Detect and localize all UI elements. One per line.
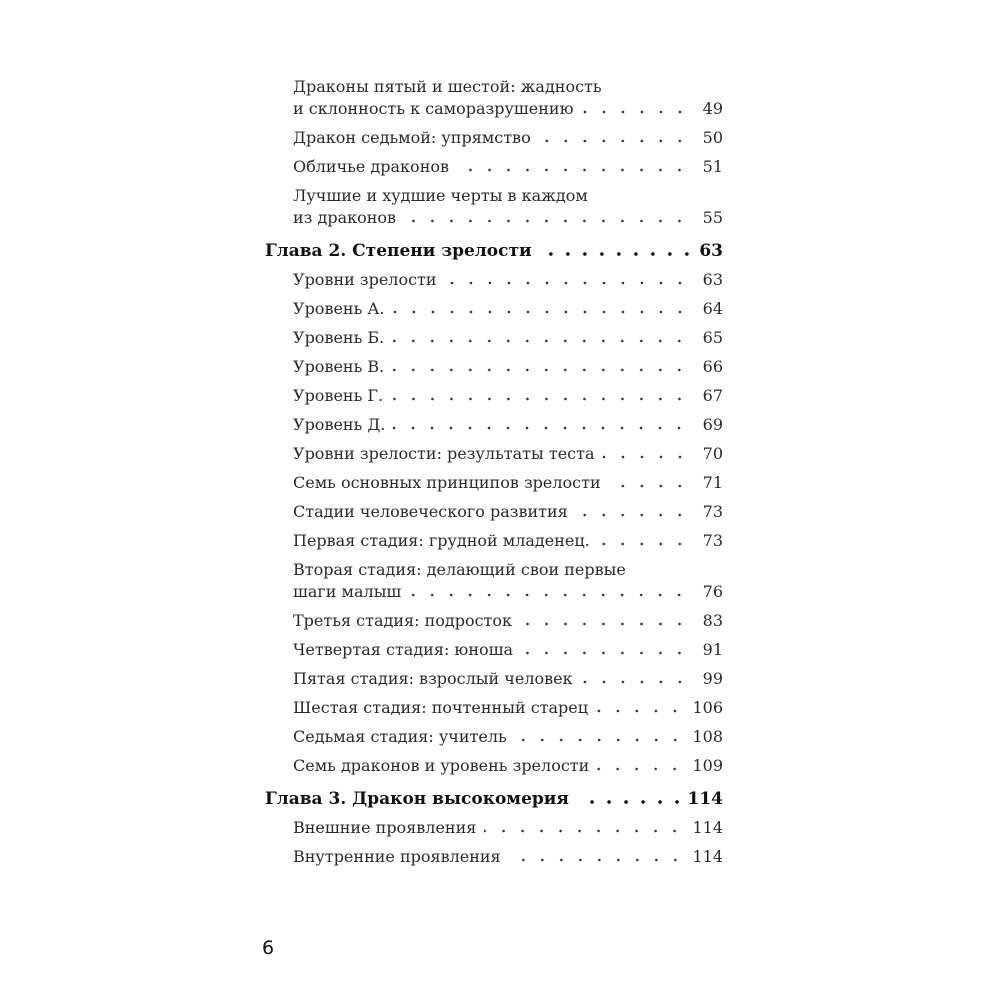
dot-leader <box>409 593 689 597</box>
entry-title: Четвертая стадия: юноша <box>293 640 514 659</box>
toc-entry[interactable] <box>265 559 723 603</box>
entry-title: Семь драконов и уровень зрелости <box>293 756 590 775</box>
toc-entry[interactable] <box>265 385 723 407</box>
dot-leader <box>609 484 689 488</box>
toc-entry[interactable] <box>265 755 723 777</box>
toc-entry[interactable] <box>265 298 723 320</box>
entry-page: 114 <box>692 818 723 837</box>
entry-title: Глава 3. Дракон высокомерия <box>265 789 569 809</box>
dot-leader <box>542 252 695 256</box>
dot-leader <box>445 281 689 285</box>
toc-entry[interactable] <box>265 726 723 748</box>
dot-leader <box>392 339 689 343</box>
dot-leader <box>603 455 689 459</box>
entry-title: Пятая стадия: взрослый человек <box>293 669 573 688</box>
dot-leader <box>509 858 685 862</box>
entry-title: Уровни зрелости: результаты теста <box>293 444 595 463</box>
entry-page: 49 <box>702 99 723 118</box>
toc-entry[interactable] <box>265 530 723 552</box>
dot-leader <box>576 513 689 517</box>
entry-title: Глава 2. Степени зрелости <box>265 241 532 261</box>
dot-leader <box>393 426 689 430</box>
dot-leader <box>404 219 689 223</box>
entry-title: шаги малыш <box>293 582 402 601</box>
entry-title: Седьмая стадия: учитель <box>293 727 507 746</box>
entry-page: 76 <box>702 582 723 601</box>
dot-leader <box>521 651 689 655</box>
entry-page: 114 <box>687 789 723 809</box>
toc-entry[interactable] <box>265 610 723 632</box>
toc-entry[interactable] <box>265 443 723 465</box>
dot-leader <box>457 168 689 172</box>
dot-leader <box>596 709 684 713</box>
toc-entry[interactable] <box>265 414 723 436</box>
toc-entry[interactable] <box>265 639 723 661</box>
toc-entry[interactable] <box>265 697 723 719</box>
entry-page: 71 <box>702 473 723 492</box>
dot-leader <box>579 800 686 804</box>
entry-title: Шестая стадия: почтенный старец <box>293 698 589 717</box>
entry-title: Уровень А. <box>293 299 385 318</box>
toc-entry[interactable] <box>265 327 723 349</box>
dot-leader <box>598 542 689 546</box>
entry-page: 55 <box>702 208 723 227</box>
entry-title: Уровни зрелости <box>293 270 437 289</box>
dot-leader <box>597 767 684 771</box>
toc-entry[interactable] <box>265 472 723 494</box>
entry-page: 91 <box>702 640 723 659</box>
entry-title-line: Драконы пятый и шестой: жадность <box>293 77 602 96</box>
entry-page: 99 <box>702 669 723 688</box>
entry-page: 67 <box>702 386 723 405</box>
entry-title: Уровень Д. <box>293 415 386 434</box>
entry-page: 50 <box>702 128 723 147</box>
dot-leader <box>391 397 689 401</box>
entry-page: 73 <box>702 502 723 521</box>
entry-title: Внешние проявления <box>293 818 477 837</box>
dot-leader <box>539 139 689 143</box>
entry-page: 108 <box>692 727 723 746</box>
entry-page: 106 <box>692 698 723 717</box>
entry-title: Уровень В. <box>293 357 385 376</box>
toc-entry[interactable] <box>265 817 723 839</box>
entry-page: 109 <box>692 756 723 775</box>
toc-entry[interactable] <box>265 846 723 868</box>
entry-title: Уровень Б. <box>293 328 385 347</box>
toc-entry[interactable] <box>265 501 723 523</box>
entry-page: 69 <box>702 415 723 434</box>
entry-title-line: Вторая стадия: делающий свои первые <box>293 560 626 579</box>
entry-title: из драконов <box>293 208 397 227</box>
dot-leader <box>582 110 689 114</box>
entry-page: 63 <box>702 270 723 289</box>
entry-page: 83 <box>702 611 723 630</box>
entry-title: Уровень Г. <box>293 386 384 405</box>
entry-title-line: Лучшие и худшие черты в каждом <box>293 186 588 205</box>
toc-entry[interactable] <box>265 185 723 229</box>
toc-entry[interactable] <box>265 668 723 690</box>
page-number: 6 <box>262 937 275 959</box>
table-of-contents <box>265 76 723 875</box>
entry-page: 73 <box>702 531 723 550</box>
entry-title: Дракон седьмой: упрямство <box>293 128 531 147</box>
toc-entry[interactable] <box>265 269 723 291</box>
toc-entry[interactable] <box>265 156 723 178</box>
entry-title: Внутренние проявления <box>293 847 501 866</box>
entry-title: и склонность к саморазрушению <box>293 99 574 118</box>
entry-page: 66 <box>702 357 723 376</box>
dot-leader <box>484 829 684 833</box>
toc-entry[interactable] <box>265 76 723 120</box>
entry-title: Стадии человеческого развития <box>293 502 568 521</box>
toc-entry[interactable] <box>265 356 723 378</box>
entry-title: Третья стадия: подросток <box>293 611 513 630</box>
toc-chapter[interactable] <box>265 240 723 262</box>
dot-leader <box>515 738 685 742</box>
dot-leader <box>520 622 689 626</box>
entry-title: Семь основных принципов зрелости <box>293 473 601 492</box>
entry-title: Обличье драконов <box>293 157 449 176</box>
entry-page: 114 <box>692 847 723 866</box>
dot-leader <box>393 310 689 314</box>
entry-title: Первая стадия: грудной младенец. <box>293 531 590 550</box>
entry-page: 70 <box>702 444 723 463</box>
toc-chapter[interactable] <box>265 788 723 810</box>
entry-page: 51 <box>702 157 723 176</box>
entry-page: 63 <box>699 241 723 261</box>
dot-leader <box>581 680 689 684</box>
entry-page: 65 <box>702 328 723 347</box>
entry-page: 64 <box>702 299 723 318</box>
toc-entry[interactable] <box>265 127 723 149</box>
dot-leader <box>392 368 689 372</box>
